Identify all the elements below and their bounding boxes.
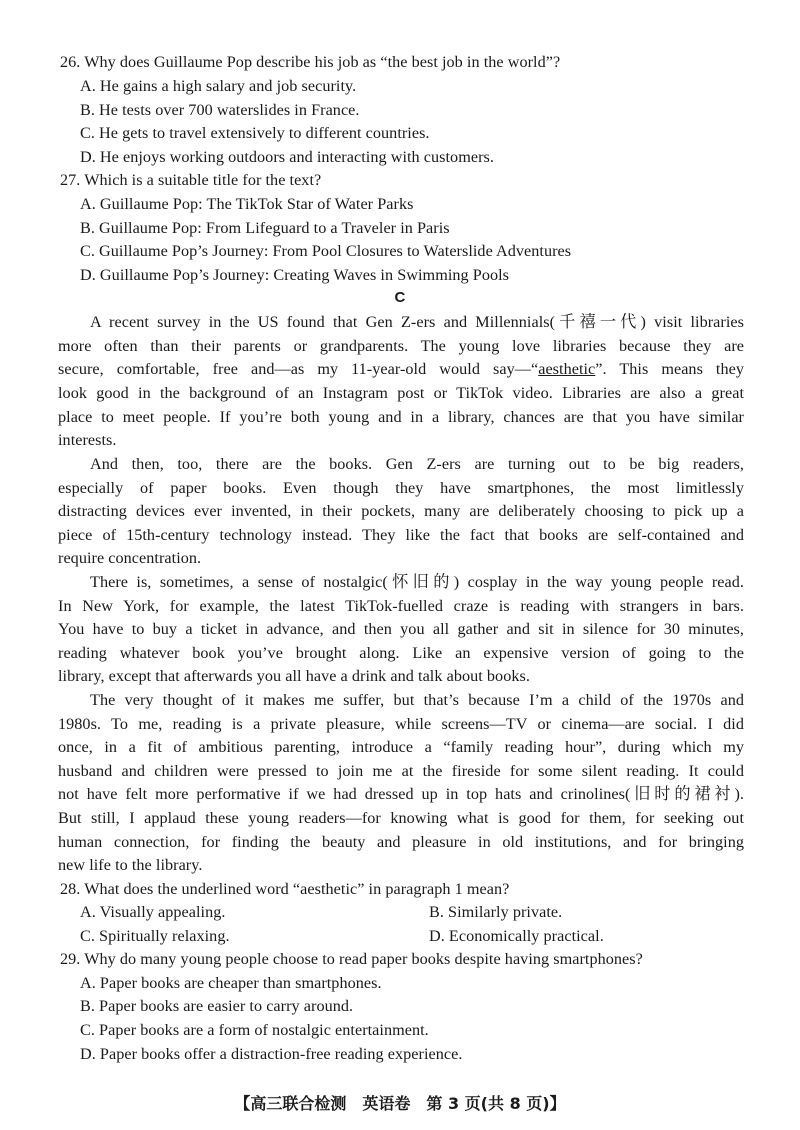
passage-text: secure, comfortable, free and—as my 11-year-old would say—“ [58,360,539,378]
question-27-option-a: A. Guillaume Pop: The TikTok Star of Water Parks [80,195,414,213]
question-28-option-a: A. Visually appealing. [80,903,226,921]
passage-line: new life to the library. [58,856,203,874]
question-28-option-c: C. Spiritually relaxing. [80,927,230,945]
passage-line: piece of 15th-century technology instead. They like the fact that books are self-contained and [58,526,744,544]
passage-line: In New York, for example, the latest TikTok-fuelled craze is reading with strangers in bars. [58,597,744,615]
passage-line: interests. [58,431,117,449]
passage-line: not have felt more performative if we had dressed up in top hats and crinolines(旧时的裙衬). [58,785,744,803]
passage-line: The very thought of it makes me suffer, but that’s because I’m a child of the 1970s and [90,691,744,709]
question-28-option-b: B. Similarly private. [429,903,563,921]
passage-line: But still, I applaud these young readers—for knowing what is good for them, for seeking out [58,809,744,827]
question-28-option-d: D. Economically practical. [429,927,604,945]
question-29-option-b: B. Paper books are easier to carry around. [80,997,354,1015]
question-27-option-b: B. Guillaume Pop: From Lifeguard to a Traveler in Paris [80,219,450,237]
passage-line: husband and children were pressed to join me at the fireside for some silent reading. It could [58,762,744,780]
passage-line: distracting devices ever invented, in their pockets, many are deliberately choosing to pick up a [58,502,744,520]
passage-line: human connection, for finding the beauty and pleasure in old institutions, and for bringing [58,833,744,851]
passage-line: reading whatever book you’ve brought along. Like an expensive version of going to the [58,644,744,662]
question-27-option-c: C. Guillaume Pop’s Journey: From Pool Closures to Waterslide Adventures [80,242,572,260]
passage-line: require concentration. [58,549,202,567]
question-27-stem: 27. Which is a suitable title for the text? [60,171,322,189]
question-26-option-c: C. He gets to travel extensively to different countries. [80,124,430,142]
question-29-option-a: A. Paper books are cheaper than smartphones. [80,974,382,992]
question-27-option-d: D. Guillaume Pop’s Journey: Creating Waves in Swimming Pools [80,266,510,284]
question-26-option-a: A. He gains a high salary and job security. [80,77,357,95]
question-26-option-b: B. He tests over 700 waterslides in France. [80,101,360,119]
question-29-option-d: D. Paper books offer a distraction-free reading experience. [80,1045,463,1063]
passage-text: ”. This means they [595,360,745,378]
page-footer: 【高三联合检测 英语卷 第 3 页(共 8 页)】 [234,1094,566,1113]
passage-line: once, in a fit of ambitious parenting, introduce a “family reading hour”, during which my [58,738,744,756]
question-26-option-d: D. He enjoys working outdoors and interacting with customers. [80,148,494,166]
passage-line: A recent survey in the US found that Gen Z-ers and Millennials(千禧一代) visit libraries [90,313,744,331]
passage-line: especially of paper books. Even though they have smartphones, the most limitlessly [58,479,744,497]
passage-line: And then, too, there are the books. Gen Z-ers are turning out to be big readers, [90,455,744,473]
section-label: C [394,289,406,306]
question-29-option-c: C. Paper books are a form of nostalgic entertainment. [80,1021,429,1039]
passage-line: library, except that afterwards you all have a drink and talk about books. [58,667,530,685]
passage-line: There is, sometimes, a sense of nostalgic(怀旧的) cosplay in the way young people read. [90,573,744,591]
question-26-stem: 26. Why does Guillaume Pop describe his job as “the best job in the world”? [60,53,561,71]
passage-line: 1980s. To me, reading is a private pleasure, while screens—TV or cinema—are social. I did [58,715,744,733]
underlined-word-aesthetic: aesthetic [538,360,596,378]
passage-line [58,358,744,380]
passage-line: more often than their parents or grandparents. The young love libraries because they are [58,337,744,355]
question-28-stem: 28. What does the underlined word “aesthetic” in paragraph 1 mean? [60,880,510,898]
passage-line: place to meet people. If you’re both young and in a library, chances are that you have similar [58,408,744,426]
passage-line: look good in the background of an Instagram post or TikTok video. Libraries are also a great [58,384,744,402]
passage-line: You have to buy a ticket in advance, and then you all gather and sit in silence for 30 minutes, [58,620,744,638]
question-29-stem: 29. Why do many young people choose to read paper books despite having smartphones? [60,950,643,968]
